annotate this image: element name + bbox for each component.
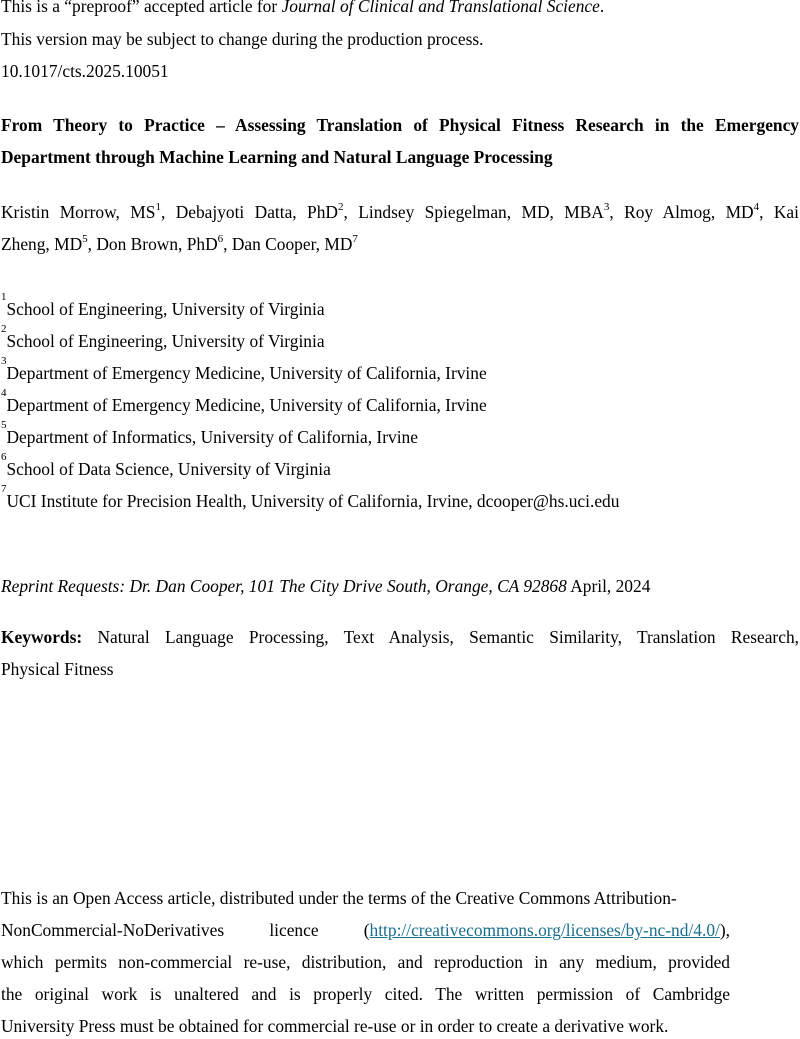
affiliation: $^5$Department of Informatics, University of California, Irvine xyxy=(1,419,418,447)
keywords-line-2: Physical Fitness xyxy=(1,659,114,679)
article-title-line-2: Department through Machine Learning and Natural Language Processing xyxy=(1,147,553,167)
affiliation: $^6$School of Data Science, University of Virginia xyxy=(1,451,331,479)
affiliation: $^2$School of Engineering, University of Virginia xyxy=(1,323,325,351)
preproof-notice: This is a “preproof” accepted article for Journal of Clinical and Translational Science. xyxy=(1,0,604,17)
license-line-1: This is an Open Access article, distributed under the terms of the Creative Commons Attribution- xyxy=(1,888,677,908)
author: Kai xyxy=(773,202,799,222)
author: Don Brown, PhD$^6$, xyxy=(96,233,228,254)
production-notice: This version may be subject to change during the production process. xyxy=(1,29,484,49)
doi: 10.1017/cts.2025.10051 xyxy=(1,61,169,81)
license-line-2: NonCommercial-NoDerivatives licence (http://creativecommons.org/licenses/by-nc-nd/4.0/), xyxy=(1,920,730,940)
affiliation: $^3$Department of Emergency Medicine, University of California, Irvine xyxy=(1,355,487,383)
article-title-line-1: From Theory to Practice – Assessing Translation of Physical Fitness Research in the Emergency xyxy=(1,115,799,135)
journal-name: Journal of Clinical and Translational Science xyxy=(281,0,600,16)
license-line-4: the original work is unaltered and is properly cited. The written permission of Cambridge xyxy=(1,984,730,1004)
author: Dan Cooper, $MD^7$ xyxy=(231,233,358,254)
author: Zheng, $MD^5$, xyxy=(1,233,93,254)
reprint-requests: Reprint Requests: Dr. Dan Cooper, 101 The City Drive South, Orange, CA 92868 April, 2024 xyxy=(1,576,651,596)
affiliation: $^7$UCI Institute for Precision Health, University of California, Irvine, dcooper@hs.uci.edu xyxy=(1,483,620,511)
license-line-3: which permits non-commercial re-use, distribution, and reproduction in any medium, provided xyxy=(1,952,730,972)
license-line-5: University Press must be obtained for commercial re-use or in order to create a derivative work. xyxy=(1,1016,669,1036)
author: Roy Almog, $MD^4$, xyxy=(624,201,764,222)
keywords-label: Keywords: xyxy=(1,627,83,647)
date: April, 2024 xyxy=(566,576,651,596)
author: Lindsey Spiegelman, MD, MBA$^3$, xyxy=(358,201,614,222)
affiliation: $^4$Department of Emergency Medicine, University of California, Irvine xyxy=(1,387,487,415)
author-list-line-2 xyxy=(1,234,358,255)
author: Debajyoti Datta, PhD$^2$, xyxy=(175,201,348,222)
keywords-line-1: Keywords: Natural Language Processing, Text Analysis, Semantic Similarity, Translation Research, xyxy=(1,627,799,647)
author: Kristin Morrow, $MS^1$, xyxy=(1,201,166,222)
license-url-link[interactable]: http://creativecommons.org/licenses/by-nc-nd/4.0/ xyxy=(369,920,720,940)
author-list-line-1 xyxy=(1,202,799,223)
affiliation: $^1$School of Engineering, University of Virginia xyxy=(1,291,325,319)
